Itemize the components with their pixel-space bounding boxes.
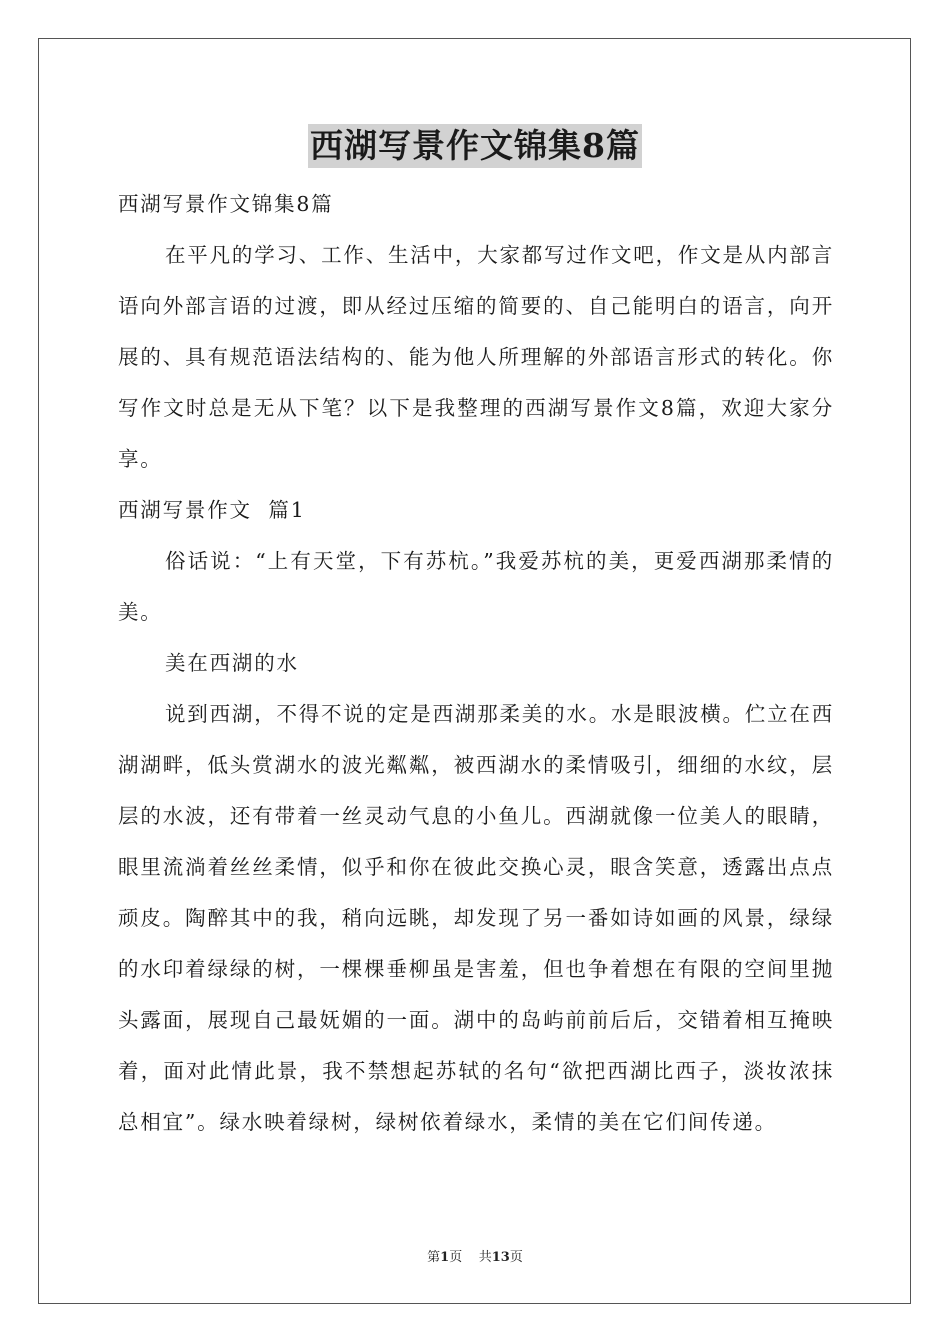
- document-subtitle: 西湖写景作文锦集8篇: [118, 192, 334, 216]
- footer-page-suffix: 页: [449, 1250, 463, 1265]
- document-body: [118, 179, 834, 1148]
- document-title: 西湖写景作文锦集8篇: [308, 124, 642, 168]
- paragraph-3: 说到西湖，不得不说的定是西湖那柔美的水。水是眼波横。伫立在西湖湖畔，低头赏湖水的波光粼粼，被西湖水的柔情吸引，细细的水纹，层层的水波，还有带着一丝灵动气息的小鱼儿。西湖就像一位美人的眼睛，眼里流淌着丝丝柔情，似乎和你在彼此交换心灵，眼含笑意，透露出点点顽皮。陶醉其中的我，稍向远眺，却发现了另一番如诗如画的风景，绿绿的水印着绿绿的树，一棵棵垂柳虽是害羞，但也争着想在有限的空间里抛头露面，展现自己最妩媚的一面。湖中的岛屿前前后后，交错着相互掩映着，面对此情此景，我不禁想起苏轼的名句“欲把西湖比西子，淡妆浓抹总相宜”。绿水映着绿树，绿树依着绿水，柔情的美在它们间传递。: [118, 702, 834, 1134]
- page-footer: [0, 1246, 950, 1265]
- section-heading: 西湖写景作文 篇1: [118, 498, 306, 522]
- footer-page-prefix: 第: [427, 1250, 441, 1265]
- paragraph-2: 美在西湖的水: [165, 651, 299, 675]
- footer-total-prefix: 共: [478, 1250, 492, 1265]
- footer-total-suffix: 页: [509, 1250, 523, 1265]
- intro-paragraph: 在平凡的学习、工作、生活中，大家都写过作文吧，作文是从内部言语向外部言语的过渡，即从经过压缩的简要的、自己能明白的语言，向开展的、具有规范语法结构的、能为他人所理解的外部语言形式的转化。你写作文时总是无从下笔？以下是我整理的西湖写景作文8篇，欢迎大家分享。: [118, 243, 834, 471]
- footer-page-number: 1: [440, 1250, 450, 1265]
- paragraph-1: 俗话说：“上有天堂，下有苏杭。”我爱苏杭的美，更爱西湖那柔情的美。: [118, 549, 834, 624]
- footer-total-pages: 13: [491, 1250, 510, 1265]
- title-container: [0, 124, 950, 168]
